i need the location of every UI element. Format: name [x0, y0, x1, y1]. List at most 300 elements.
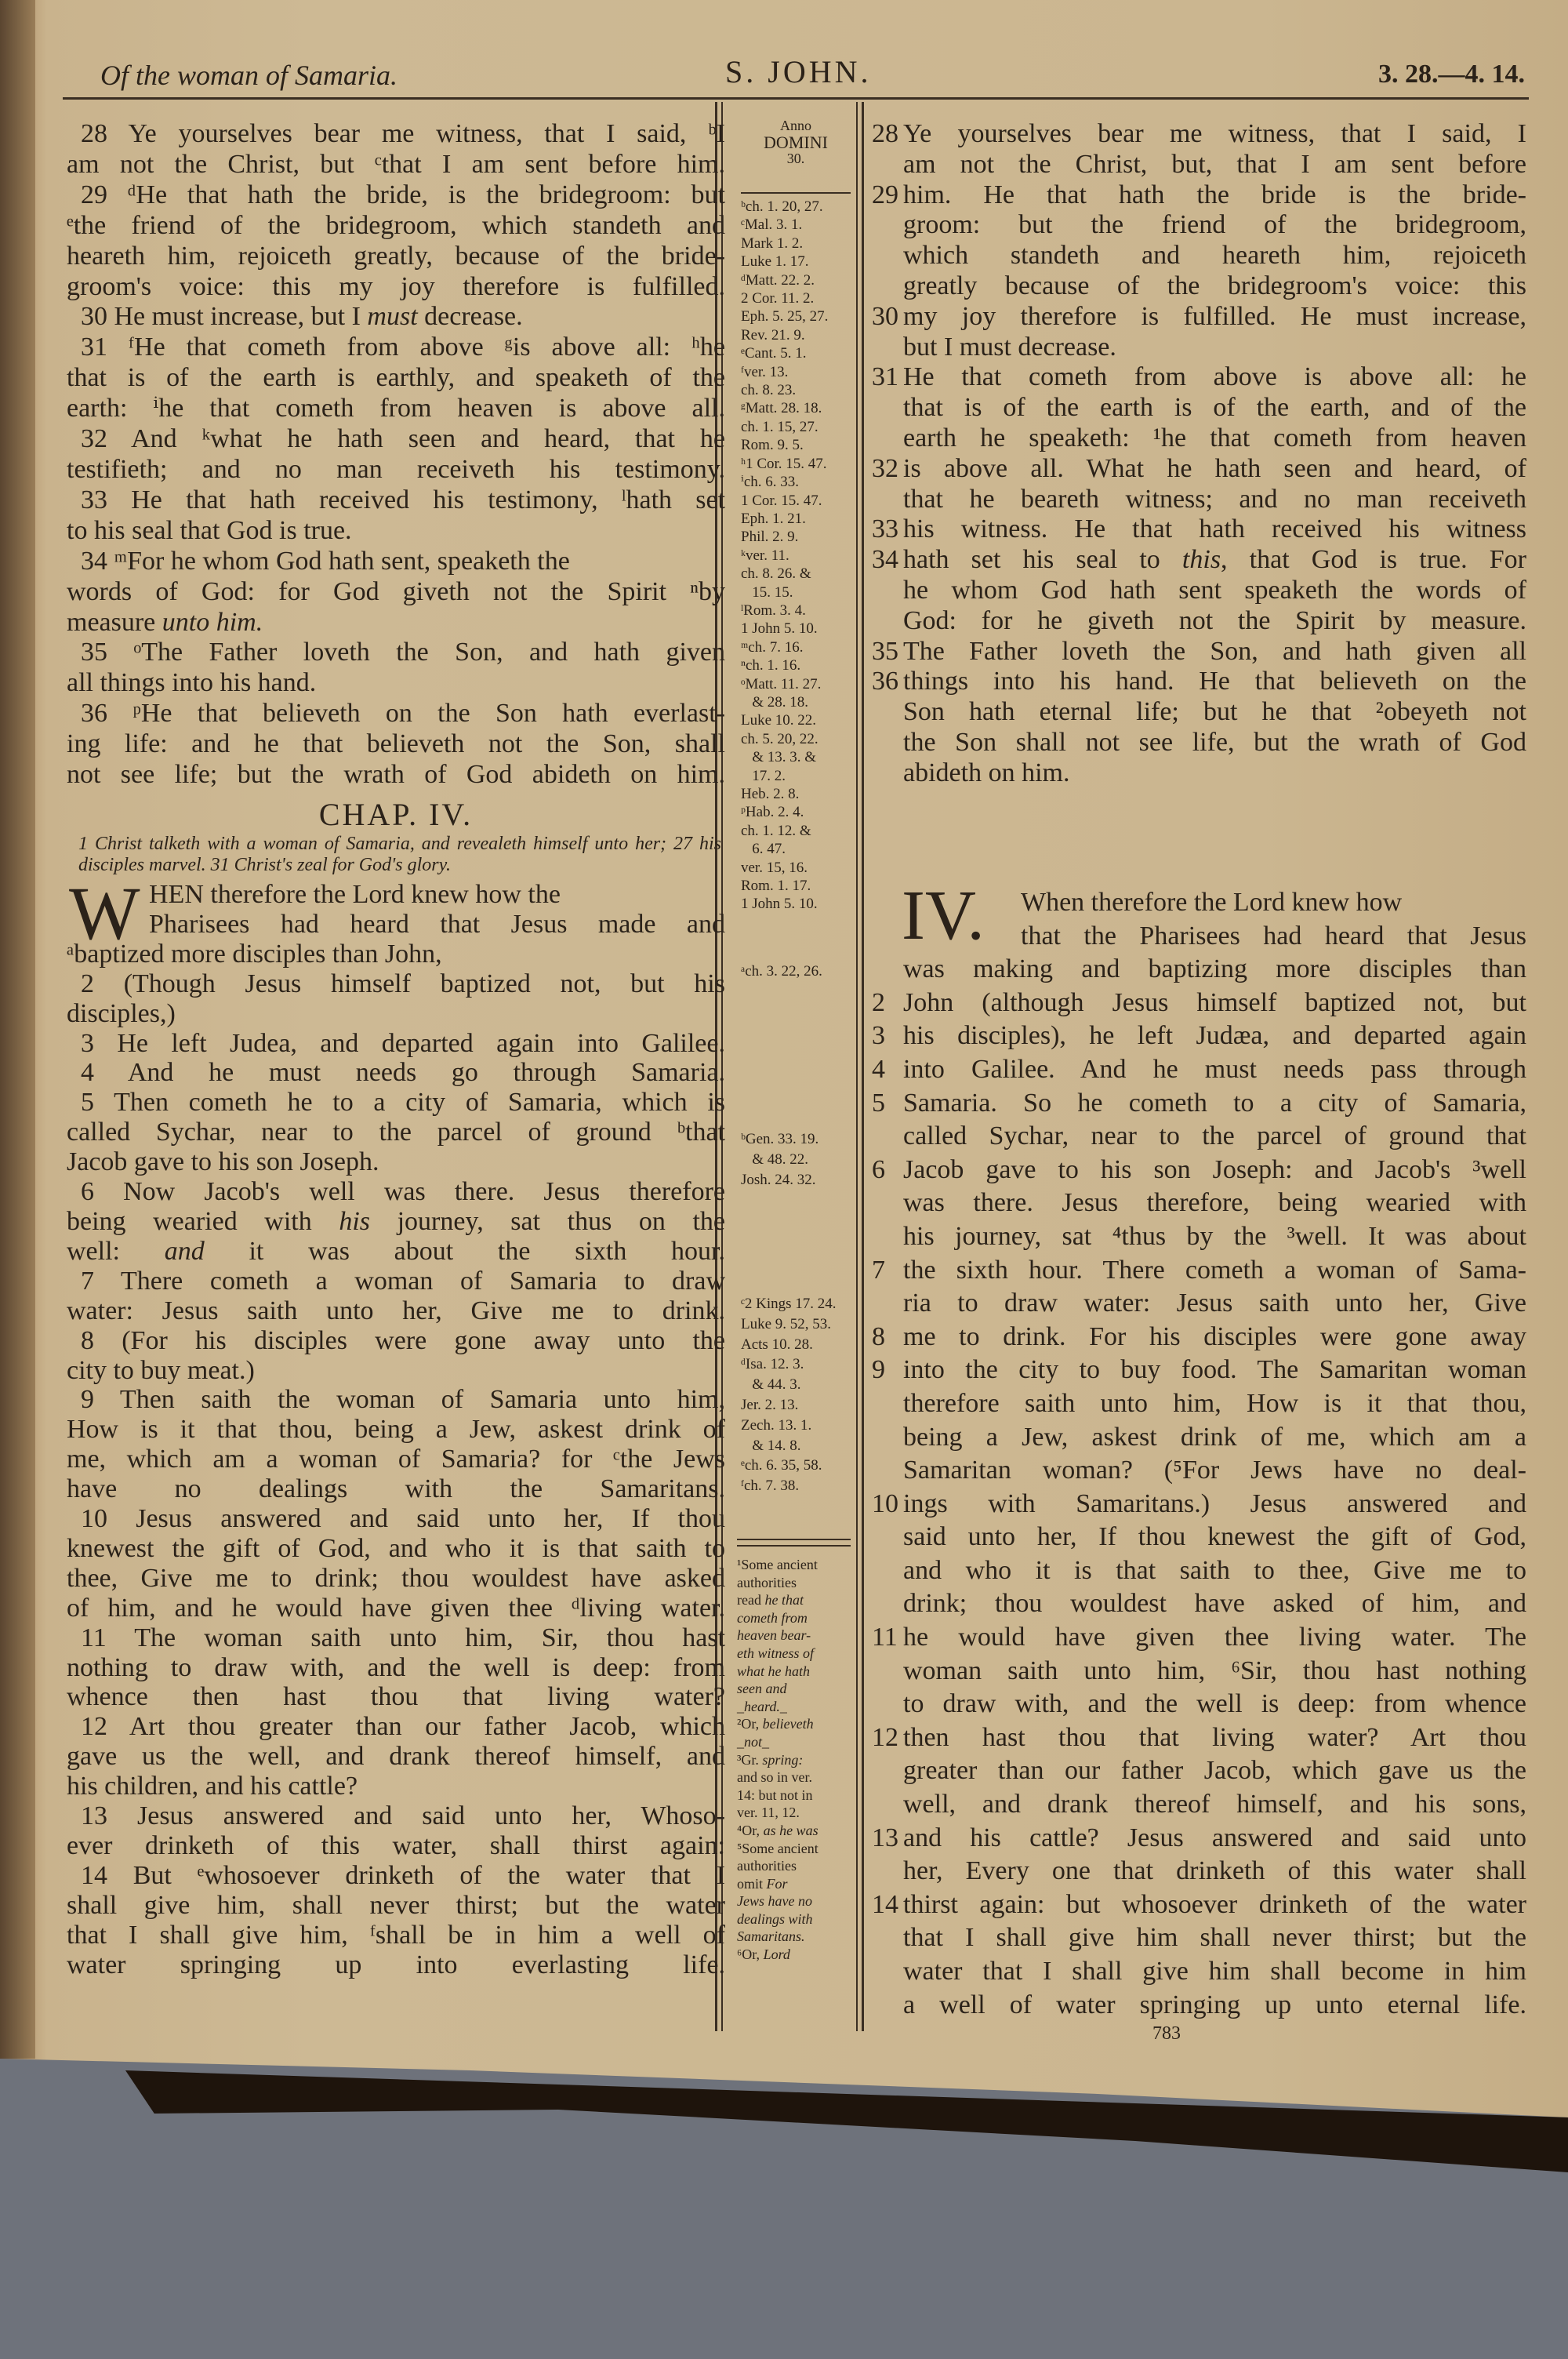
verse-number [872, 1688, 903, 1721]
text-line [872, 697, 1526, 728]
margin-note-line: Luke 9. 52, 53. [741, 1315, 832, 1332]
verse-text: ings with Samaritans.) Jesus answered and [903, 1488, 1526, 1518]
text-line [872, 1254, 1526, 1288]
verse-number: 7 [872, 1255, 885, 1285]
verse-text: The Father loveth the Son, and hath given all [903, 636, 1526, 666]
verse-number: 30 [872, 301, 898, 331]
text-line [872, 1721, 1526, 1755]
verse-number: 29 [872, 180, 898, 209]
margin-note-line: ᵏver. 11. [741, 547, 789, 564]
verse-text: thirst again: but whosoever drinketh of the water [903, 1889, 1526, 1919]
header-rule [63, 97, 1529, 100]
margin-references [741, 1129, 818, 1190]
marginal-footnotes [737, 1556, 818, 1964]
verse-text: him. He that hath the bride is the bride- [903, 180, 1526, 209]
margin-note-line: omit For [737, 1875, 788, 1892]
verse-text: that is of the earth is of the earth, and of the [903, 393, 1526, 423]
margin-note-line: read he that [737, 1592, 804, 1608]
verse-text: Ye yourselves bear me witness, that I said, I [903, 119, 1526, 148]
verse-text: into the city to buy food. The Samaritan woman [903, 1355, 1526, 1385]
text-line [872, 1855, 1526, 1888]
verse-text: abideth on him. [903, 758, 1070, 787]
text-line: 13 Jesus answered and said unto her, Whoso- [81, 1801, 725, 1831]
text-line [872, 362, 1526, 393]
verse-number [872, 1855, 903, 1888]
text-line: 14 But ᵉwhosoever drinketh of the water that I [81, 1860, 725, 1890]
column-rule [856, 102, 858, 2031]
text-line: being wearied with his journey, sat thus on the [67, 1206, 726, 1236]
verse-number: 31 [872, 362, 898, 392]
text-line [872, 454, 1526, 485]
margin-note-line: ᵖHab. 2. 4. [741, 804, 804, 821]
text-line [872, 1754, 1526, 1788]
verse-number [872, 150, 903, 180]
verse-number [872, 333, 903, 363]
verse-text: the sixth hour. There cometh a woman of Sama- [903, 1255, 1526, 1285]
text-line: me, which am a woman of Samaria? for ᶜthe Jews [67, 1445, 725, 1474]
verse-number [872, 1421, 903, 1455]
text-line [872, 1955, 1526, 1989]
verse-text: a well of water springing up unto eternal life. [903, 1990, 1526, 2019]
text-line: words of God: for God giveth not the Spirit ⁿby [67, 576, 725, 606]
text-line [872, 1488, 1526, 1521]
verse-text: he would have given thee living water. The [903, 1623, 1526, 1652]
italic-text: For [766, 1875, 788, 1892]
text-line: knewest the gift of God, and who it is that saith to [67, 1533, 725, 1563]
text-line: 35 ᵒThe Father loveth the Son, and hath given [81, 638, 725, 667]
verse-text: Son hath eternal life; but he that ²obeyeth not [903, 697, 1526, 727]
text-line [872, 1387, 1526, 1421]
italic-text: Samaritans. [737, 1928, 805, 1945]
margin-note-line: ˡRom. 3. 4. [741, 602, 806, 619]
text-line [872, 1655, 1526, 1688]
anno-label: Anno [780, 118, 811, 133]
text-line: thee, Give me to drink; thou wouldest have asked [67, 1563, 725, 1593]
margin-note-line: ch. 1. 15, 27. [741, 418, 818, 435]
text-line [872, 1087, 1526, 1121]
margin-note-line: ver. 15, 16. [741, 859, 808, 876]
text-line: 33 He that hath received his testimony, ˡhath set [81, 485, 725, 514]
verse-number: 35 [872, 636, 898, 666]
margin-note-line: ᶠver. 13. [741, 363, 789, 380]
chapter-numeral: IV. [902, 877, 985, 954]
margin-note-line: Zech. 13. 1. [741, 1416, 812, 1434]
verse-text: that the Pharisees had heard that Jesus [1021, 921, 1526, 951]
text-line [872, 758, 1526, 789]
margin-note-line: ¹Some ancient [737, 1557, 818, 1572]
italic-text: what he hath [737, 1663, 810, 1679]
text-line: 8 (For his disciples were gone away unto the [81, 1325, 725, 1355]
verse-number [872, 728, 903, 758]
chapter-summary: 1 Christ talketh with a woman of Samaria, and revealeth himself unto her; 27 his disciples marvel. 31 Christ's zeal for God's glory. [78, 834, 721, 875]
verse-number [872, 1554, 903, 1588]
text-line: 29 ᵈHe that hath the bride, is the bridegroom: but [81, 180, 725, 209]
verse-number: 13 [872, 1823, 898, 1852]
text-line: whence then hast thou that living water? [67, 1682, 725, 1712]
italic-text: eth witness of [737, 1645, 814, 1661]
margin-note-line: & 14. 8. [741, 1437, 801, 1454]
verse-text: things into his hand. He that believeth on the [903, 667, 1526, 696]
anno-domini [741, 118, 851, 167]
margin-references [741, 1294, 837, 1496]
margin-note-line: ᵇch. 1. 20, 27. [741, 198, 823, 215]
text-line [872, 667, 1526, 697]
text-line: to his seal that God is true. [67, 515, 352, 545]
italic-text: seen and [737, 1681, 787, 1697]
verse-number [872, 1921, 903, 1955]
margin-rule [737, 1539, 851, 1540]
text-line: his children, and his cattle? [67, 1772, 358, 1801]
text-line [872, 241, 1526, 271]
verse-number [872, 485, 903, 515]
text-line: How is it that thou, being a Jew, askest drink of [67, 1415, 725, 1445]
text-line [872, 1587, 1526, 1621]
verse-text: woman saith unto him, ⁶Sir, thou hast nothing [903, 1656, 1526, 1685]
margin-note-line: Heb. 2. 8. [741, 786, 800, 802]
verse-number [872, 576, 903, 606]
margin-note-line: ⁴Or, as he was [737, 1822, 818, 1838]
verse-text: was there. Jesus therefore, being wearied with [903, 1188, 1526, 1218]
margin-note-line: ᵇGen. 33. 19. [741, 1131, 819, 1147]
verse-number: 10 [872, 1488, 898, 1518]
verse-number [872, 1454, 903, 1488]
text-line [872, 728, 1526, 758]
verse-text: drink; thou wouldest have asked of him, and [903, 1589, 1526, 1619]
margin-note-line: & 13. 3. & [741, 749, 817, 766]
running-head-left: Of the woman of Samaria. [100, 60, 398, 91]
verse-text: greatly because of the bridegroom's voice: this [903, 271, 1526, 300]
verse-text: the Son shall not see life, but the wrath of God [903, 727, 1526, 757]
verse-number: 4 [872, 1054, 885, 1084]
verse-text: earth he speaketh: ¹he that cometh from heaven [903, 423, 1526, 453]
margin-note-line: ⁵Some ancient [737, 1840, 818, 1856]
margin-note-line: _heard._ [737, 1698, 787, 1714]
text-line [872, 606, 1526, 637]
margin-note-line: ⁱch. 6. 33. [741, 474, 800, 491]
verse-number: 36 [872, 667, 898, 696]
verse-number [872, 920, 903, 954]
margin-note-line: Jer. 2. 13. [741, 1396, 799, 1413]
text-line [872, 119, 1526, 150]
text-line: 3 He left Judea, and departed again into Galilee. [81, 1028, 725, 1058]
margin-note-line: ᶠch. 7. 38. [741, 1478, 800, 1495]
text-line [872, 1454, 1526, 1488]
text-line [872, 180, 1526, 211]
text-line [872, 1621, 1526, 1655]
margin-note-line: authorities [737, 1858, 797, 1874]
italic-text: believeth [762, 1716, 814, 1732]
verse-number [872, 1521, 903, 1554]
text-line: am not the Christ, but ᶜthat I am sent before him. [67, 149, 725, 179]
verse-text: Samaria. So he cometh to a city of Samaria, [903, 1088, 1526, 1118]
verse-number [872, 1187, 903, 1220]
text-line: groom's voice: this my joy therefore is fulfilled. [67, 271, 725, 301]
margin-note-line: 6. 47. [741, 841, 786, 858]
margin-note-line: Rev. 21. 9. [741, 326, 805, 343]
text-line [872, 953, 1526, 987]
verse-text: her, Every one that drinketh of this water shall [903, 1856, 1526, 1886]
margin-note-line: Luke 1. 17. [741, 253, 809, 271]
text-line [872, 485, 1526, 515]
text-line [872, 1287, 1526, 1321]
italic-text: unto him. [162, 607, 263, 637]
text-line: 12 Art thou greater than our father Jacob, which [81, 1712, 725, 1742]
margin-note-line [737, 1663, 818, 1681]
verse-text: was making and baptizing more disciples than [903, 954, 1526, 984]
margin-note-line: Acts 10. 28. [741, 1336, 813, 1353]
verse-number: 2 [872, 987, 885, 1017]
text-line: shall give him, shall never thirst; but the water [67, 1890, 725, 1920]
verse-number [872, 1989, 903, 2023]
margin-note-line: 15. 15. [741, 583, 793, 601]
margin-note-line: Eph. 1. 21. [741, 510, 806, 527]
margin-note-line: ᵐch. 7. 16. [741, 638, 804, 656]
verse-number: 3 [872, 1021, 885, 1051]
verse-text: but I must decrease. [903, 332, 1116, 362]
verse-text: that I shall give him shall never thirst; but the [903, 1923, 1526, 1953]
text-line: of him, and he would have given thee ᵈliving water. [67, 1593, 725, 1623]
verse-text: which standeth and heareth him, rejoiceth [903, 241, 1526, 271]
italic-text: Jews have no [737, 1893, 812, 1910]
verse-text: God: for he giveth not the Spirit by measure. [903, 605, 1526, 635]
verse-text: water that I shall give him shall become in him [903, 1957, 1526, 1986]
margin-note-line [737, 1645, 818, 1663]
text-line: ever drinketh of this water, shall thirst again: [67, 1831, 725, 1860]
text-line: water springing up into everlasting life. [67, 1950, 725, 1979]
italic-text: dealings with [737, 1910, 813, 1927]
verse-number [872, 886, 903, 920]
margin-note-line: & 28. 18. [741, 693, 809, 711]
text-line: ᵃbaptized more disciples than John, [67, 939, 442, 969]
margin-note-line: _not_ [737, 1733, 770, 1750]
verse-number [872, 953, 903, 987]
text-line [872, 987, 1526, 1020]
text-line [872, 920, 1526, 954]
text-line [872, 1053, 1526, 1087]
text-line: 7 There cometh a woman of Samaria to draw [81, 1266, 725, 1296]
text-line [872, 1120, 1526, 1154]
text-line [872, 1688, 1526, 1721]
text-line: 9 Then saith the woman of Samaria unto him, [81, 1385, 725, 1415]
verse-text: his witness. He that hath received his witness [903, 514, 1526, 544]
text-line: 5 Then cometh he to a city of Samaria, which is [81, 1088, 725, 1118]
text-line: nothing to draw with, and the well is deep: from [67, 1652, 725, 1682]
text-line [872, 1921, 1526, 1955]
text-line: water: Jesus saith unto her, Give me to drink. [67, 1296, 725, 1325]
column-rule [862, 102, 864, 2031]
margin-note-line: ᵉch. 6. 35, 58. [741, 1457, 822, 1474]
verse-text: called Sychar, near to the parcel of ground that [903, 1121, 1526, 1151]
verse-number [872, 271, 903, 302]
text-line: heareth him, rejoiceth greatly, because of the bride- [67, 241, 725, 271]
text-line: called Sychar, near to the parcel of ground ᵇthat [67, 1118, 725, 1147]
margin-note-line: ⁿch. 1. 16. [741, 657, 801, 674]
italic-text: he that [764, 1592, 804, 1608]
margin-note-line: ²Or, believeth [737, 1716, 814, 1732]
text-line [872, 1554, 1526, 1588]
verse-number [872, 1655, 903, 1688]
margin-note-line [737, 1910, 818, 1928]
verse-number [872, 1120, 903, 1154]
margin-note-line: 1 Cor. 15. 47. [741, 492, 822, 509]
verse-number: 6 [872, 1154, 885, 1184]
verse-text: being a Jew, askest drink of me, which am a [903, 1422, 1526, 1452]
margin-note-line: Rom. 9. 5. [741, 437, 804, 454]
text-line: well: and it was about the sixth hour. [67, 1236, 725, 1266]
verse-number [872, 393, 903, 423]
text-line: HEN therefore the Lord knew how the [149, 880, 561, 909]
text-line [872, 1354, 1526, 1387]
text-line [872, 1521, 1526, 1554]
verse-text: When therefore the Lord knew how [1021, 888, 1403, 917]
verse-text: John (although Jesus himself baptized not, but [903, 987, 1526, 1017]
margin-note-line: ᵉCant. 5. 1. [741, 345, 807, 362]
text-line [872, 393, 1526, 423]
verse-text: my joy therefore is fulfilled. He must increase, [903, 301, 1526, 331]
text-line [872, 514, 1526, 545]
margin-note-line: ᵍMatt. 28. 18. [741, 400, 822, 417]
chapter-title: CHAP. IV. [318, 797, 474, 832]
verse-number [872, 1287, 903, 1321]
text-line [872, 1888, 1526, 1922]
text-line [872, 333, 1526, 363]
margin-note-line: ᵈIsa. 12. 3. [741, 1356, 804, 1373]
text-line: 28 Ye yourselves bear me witness, that I said, ᵇI [81, 119, 725, 148]
verse-number: 11 [872, 1623, 898, 1652]
margin-note-line [737, 1892, 818, 1910]
verse-text: he whom God hath sent speaketh the words of [903, 575, 1526, 605]
text-line: 6 Now Jacob's well was there. Jesus therefore [81, 1177, 725, 1207]
verse-text: groom: but the friend of the bridegroom, [903, 210, 1526, 240]
italic-text: as he was [763, 1822, 818, 1838]
verse-number: 28 [872, 119, 898, 148]
italic-text: spring: [762, 1751, 804, 1768]
text-line: not see life; but the wrath of God abideth on him. [67, 760, 725, 790]
verse-text: well, and drank thereof himself, and his sons, [903, 1790, 1526, 1819]
margin-note-line: ver. 11, 12. [737, 1805, 800, 1821]
text-line [872, 1020, 1526, 1053]
verse-number [872, 1788, 903, 1822]
margin-note-line [737, 1680, 818, 1698]
verse-text: ria to draw water: Jesus saith unto her, Give [903, 1289, 1526, 1318]
margin-note-line: 1 John 5. 10. [741, 896, 818, 913]
margin-note-line: Eph. 5. 25, 27. [741, 308, 829, 325]
text-line: measure unto him. [67, 607, 263, 637]
margin-note-line: ch. 5. 20, 22. [741, 730, 818, 747]
margin-note-line: 1 John 5. 10. [741, 620, 818, 638]
text-line: that I shall give him, ᶠshall be in him a well of [67, 1920, 725, 1950]
verse-number [872, 697, 903, 728]
verse-text: his journey, sat ⁴thus by the ³well. It was about [903, 1221, 1526, 1251]
verse-text: said unto her, If thou knewest the gift of God, [903, 1522, 1526, 1552]
verse-number [872, 210, 903, 241]
text-line: ᵉthe friend of the bridegroom, which standeth and [67, 210, 725, 240]
margin-note-line: and so in ver. [737, 1769, 812, 1786]
text-line [872, 1220, 1526, 1254]
text-line: disciples,) [67, 998, 176, 1028]
italic-text: cometh from [737, 1609, 808, 1626]
margin-note-line: Phil. 2. 9. [741, 529, 799, 546]
verse-number [872, 1220, 903, 1254]
verse-text: and his cattle? Jesus answered and said unto [903, 1823, 1526, 1852]
margin-note-line: ch. 8. 26. & [741, 565, 811, 583]
margin-note-line: ch. 1. 12. & [741, 822, 811, 839]
verse-text: then hast thou that living water? Art thou [903, 1722, 1526, 1752]
text-line [872, 1187, 1526, 1220]
verse-text: that he beareth witness; and no man receiveth [903, 484, 1526, 514]
text-line: Pharisees had heard that Jesus made and [149, 909, 725, 939]
text-line [872, 1989, 1526, 2023]
domini-label: DOMINI [764, 133, 828, 152]
verse-text: Jacob gave to his son Joseph: and Jacob's ³well [903, 1154, 1526, 1184]
margin-rule [737, 1545, 851, 1547]
verse-number: 8 [872, 1321, 885, 1351]
text-line: 30 He must increase, but I must decrease. [81, 302, 523, 332]
italic-text: and [164, 1236, 205, 1266]
verse-text: He that cometh from above is above all: he [903, 362, 1526, 392]
text-line: gave us the well, and drank thereof himself, and [67, 1742, 725, 1772]
margin-note-line: 17. 2. [741, 767, 786, 784]
text-line: 11 The woman saith unto him, Sir, thou hast [81, 1623, 725, 1652]
text-line: 34 ᵐFor he whom God hath sent, speaketh the [81, 546, 570, 576]
text-line: that is of the earth is earthly, and speaketh of the [67, 363, 725, 393]
running-head-book: S. JOHN. [725, 54, 872, 89]
text-line: testifieth; and no man receiveth his testimony. [67, 454, 725, 484]
text-line [872, 1788, 1526, 1822]
text-line [872, 1321, 1526, 1354]
verse-text: hath set his seal to this, that God is true. For [903, 545, 1526, 575]
kjv-chapter-4-text [67, 871, 726, 1980]
text-line [872, 545, 1526, 576]
verse-number: 33 [872, 514, 898, 544]
verse-number [872, 241, 903, 271]
kjv-chapter-3-text [67, 119, 725, 791]
verse-text: is above all. What he hath seen and heard, of [903, 453, 1526, 483]
text-line: 2 (Though Jesus himself baptized not, but his [81, 969, 725, 998]
text-line [872, 637, 1526, 667]
margin-note-line [737, 1627, 818, 1645]
verse-number: 5 [872, 1088, 885, 1118]
text-line: 31 ᶠHe that cometh from above ᵍis above all: ʰhe [81, 333, 725, 362]
margin-note-line: Josh. 24. 32. [741, 1171, 816, 1188]
text-line [872, 1421, 1526, 1455]
margin-note-line: ᵃch. 3. 22, 26. [741, 963, 822, 980]
text-line [872, 210, 1526, 241]
margin-note-line: Luke 10. 22. [741, 712, 817, 729]
margin-references [741, 198, 828, 914]
margin-note-line: ᵈMatt. 22. 2. [741, 271, 815, 289]
italic-text: must [367, 302, 418, 332]
italic-text: heaven bear- [737, 1627, 811, 1644]
margin-note-line: ⁶Or, Lord [737, 1946, 790, 1963]
verse-number: 14 [872, 1889, 898, 1919]
verse-text: and who it is that saith to thee, Give me to [903, 1555, 1526, 1585]
previous-page-edge [0, 0, 35, 2059]
text-line [872, 150, 1526, 180]
verse-text: Samaritan woman? (⁵For Jews have no deal- [903, 1456, 1526, 1485]
verse-number [872, 1754, 903, 1788]
margin-note-line: ᵒMatt. 11. 27. [741, 675, 822, 692]
italic-text: Lord [763, 1946, 790, 1963]
verse-number [872, 1587, 903, 1621]
drop-cap: W [69, 871, 140, 955]
margin-note-line: Rom. 1. 17. [741, 878, 811, 895]
verse-number: 9 [872, 1355, 885, 1385]
text-line: Jacob gave to his son Joseph. [67, 1147, 379, 1177]
margin-note-line: ʰ1 Cor. 15. 47. [741, 455, 827, 472]
margin-note-line: & 44. 3. [741, 1376, 801, 1394]
verse-number: 12 [872, 1722, 898, 1752]
